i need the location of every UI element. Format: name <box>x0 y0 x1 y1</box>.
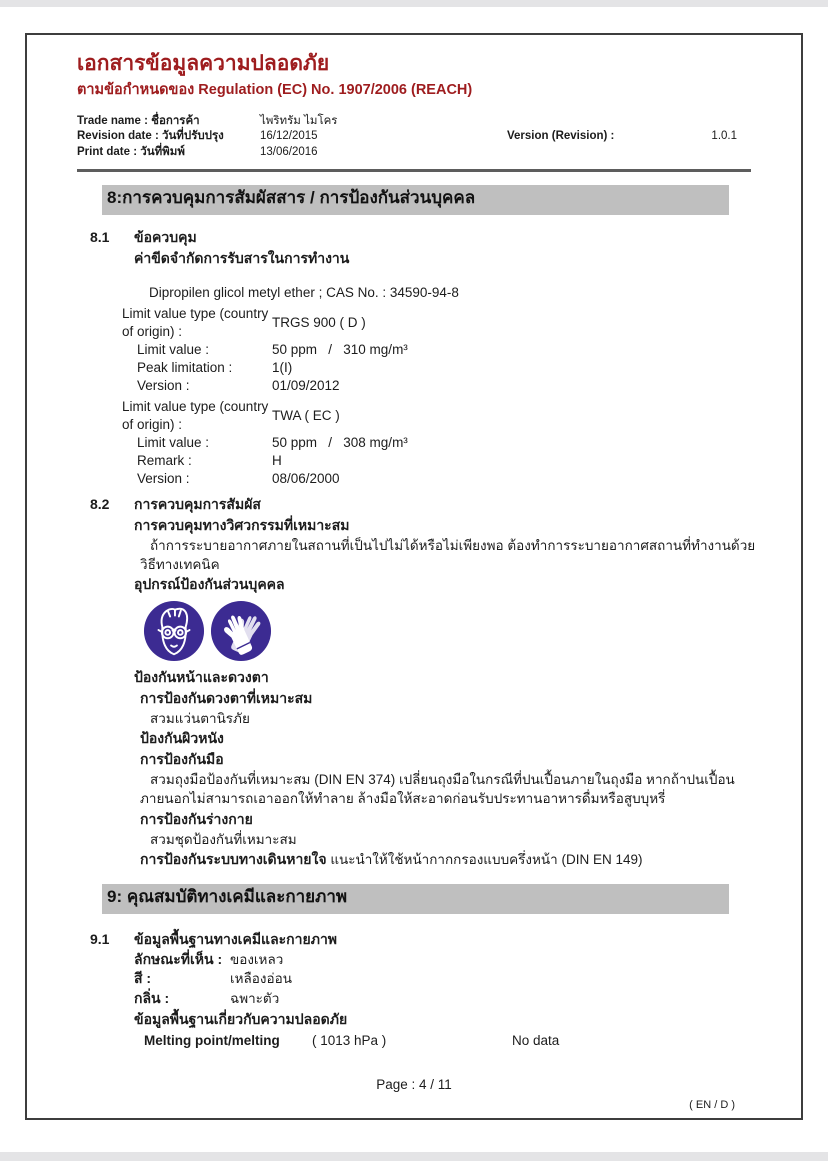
hand-protection-title: การป้องกันมือ <box>140 751 224 768</box>
header-divider <box>77 169 751 172</box>
meta-row-revision-date <box>77 129 751 145</box>
odor-value: ฉพาะตัว <box>230 991 280 1007</box>
body-protection-text: สวมชุดป้องกันที่เหมาะสม <box>150 831 297 847</box>
section-8-2-number: 8.2 <box>90 495 110 512</box>
limit-value-value: 50 ppm / 308 mg/m³ <box>272 434 408 450</box>
odor-label: กลิ่น : <box>134 990 170 1007</box>
section-8-1-title: ข้อควบคุม <box>134 228 197 245</box>
color-label: สี : <box>134 970 152 987</box>
substance-cas-line: Dipropilen glicol metyl ether ; CAS No. : 34590-94-8 <box>149 284 459 300</box>
version-row-value: 01/09/2012 <box>272 377 340 393</box>
engineering-controls-title: การควบคุมทางวิศวกรรมที่เหมาะสม <box>134 516 350 533</box>
document-subtitle <box>77 80 751 100</box>
remark-label: Remark : <box>137 452 192 468</box>
section-8-2-title: การควบคุมการสัมผัส <box>134 495 261 512</box>
meta-row-print-date <box>77 145 751 161</box>
limit-value-label: Limit value : <box>137 341 210 357</box>
melting-point-row <box>144 1031 751 1051</box>
limit-block-twa <box>122 398 751 488</box>
appearance-row <box>134 950 751 970</box>
respiratory-protection-text: แนะนำให้ใช้หน้ากากกรองแบบครึ่งหน้า (DIN EN 149) <box>326 851 643 867</box>
version-row-label: Version : <box>137 377 190 393</box>
trade-name-label: Trade name : ชื่อการค้า <box>77 114 200 127</box>
document-meta <box>77 114 751 161</box>
document-frame <box>25 33 803 1120</box>
subtitle-regulation: Regulation (EC) No. 1907/2006 (REACH) <box>198 82 473 99</box>
print-date-label: Print date : วันที่พิมพ์ <box>77 145 185 158</box>
appearance-value: ของเหลว <box>230 951 284 967</box>
peak-limitation-label: Peak limitation : <box>137 359 233 375</box>
melting-point-condition: ( 1013 hPa ) <box>312 1033 387 1049</box>
meta-row-trade-name <box>77 114 751 130</box>
revision-date-label: Revision date : วันที่ปรับปรุง <box>77 130 224 143</box>
respiratory-protection-title: การป้องกันระบบทางเดินหายใจ <box>140 850 327 867</box>
limit-row <box>122 434 751 452</box>
basic-safety-data-title: ข้อมูลพื้นฐานเกี่ยวกับความปลอดภัย <box>134 1011 348 1028</box>
page-bottom-strip <box>0 1152 828 1161</box>
limit-type-value: TWA ( EC ) <box>272 407 340 423</box>
section-9-1-heading <box>90 929 751 950</box>
page-top-strip <box>0 0 828 7</box>
subtitle-prefix: ตามข้อกำหนดของ <box>77 82 199 99</box>
engineering-controls-text: ถ้าการระบายอากาศภายในสถานที่เป็นไปไม่ได้หรือไม่เพียงพอ ต้องทำการระบายอากาศสถานที่ทำงานด้วยวิธีทางเทคนิค <box>140 537 756 572</box>
document-title: เอกสารข้อมูลความปลอดภัย <box>77 52 330 75</box>
language-code: ( EN / D ) <box>689 1099 735 1112</box>
limit-row <box>122 377 751 395</box>
color-row <box>134 969 751 989</box>
revision-date-value: 16/12/2015 <box>260 130 318 143</box>
limit-row <box>122 470 751 488</box>
eye-protection-subtitle: การป้องกันดวงตาที่เหมาะสม <box>140 690 313 707</box>
page-number: Page : 4 / 11 <box>376 1077 452 1093</box>
body-protection-title: การป้องกันร่างกาย <box>140 810 253 827</box>
section-8-1-number: 8.1 <box>90 228 110 245</box>
section-8-1-heading <box>90 227 751 248</box>
eye-protection-goggles-icon <box>143 600 205 662</box>
section-9-header: 9: คุณสมบัติทางเคมีและกายภาพ <box>102 884 729 914</box>
section-8-2-heading <box>90 494 751 515</box>
version-label: Version (Revision) : <box>507 130 615 143</box>
ppe-title: อุปกรณ์ป้องกันส่วนบุคคล <box>134 576 285 593</box>
version-value: 1.0.1 <box>711 130 737 143</box>
hand-protection-text: สวมถุงมือป้องกันที่เหมาะสม (DIN EN 374) เปลี่ยนถุงมือในกรณีที่ปนเปื้อนภายในถุงมือ หากถ้าปนเปื้อนภายนอกไม่สามารถเอาออกให้ทำลาย ล้างมือให้สะอาดก่อนรับประทานอาหารดื่มหรือสูบบุหรี่ <box>140 772 735 807</box>
version-row-value: 08/06/2000 <box>272 470 340 486</box>
peak-limitation-value: 1(I) <box>272 359 293 375</box>
section-9-1-title: ข้อมูลพื้นฐานทางเคมีและกายภาพ <box>134 930 338 947</box>
respiratory-protection-line <box>140 849 751 870</box>
hand-protection-gloves-icon <box>210 600 272 662</box>
limit-type-label: Limit value type (country of origin) : <box>122 398 269 432</box>
print-date-value: 13/06/2016 <box>260 145 318 158</box>
color-value: เหลืองอ่อน <box>230 971 292 987</box>
skin-protection-title: ป้องกันผิวหนัง <box>140 730 224 747</box>
limit-row <box>122 359 751 377</box>
limit-type-value: TRGS 900 ( D ) <box>272 314 366 330</box>
limit-row <box>122 341 751 359</box>
limit-value-label: Limit value : <box>137 434 210 450</box>
limit-block-trgs <box>122 305 751 395</box>
section-8-header: 8:การควบคุมการสัมผัสสาร / การป้องกันส่วนบุคคล <box>102 185 729 215</box>
melting-point-value: No data <box>512 1033 560 1049</box>
limit-type-label: Limit value type (country of origin) : <box>122 305 269 339</box>
version-row-label: Version : <box>137 470 190 486</box>
occupational-limit-subtitle: ค่าขีดจำกัดการรับสารในการทำงาน <box>134 249 350 266</box>
section-9-1-number: 9.1 <box>90 930 110 947</box>
limit-row <box>122 452 751 470</box>
ppe-icon-row <box>143 600 751 662</box>
face-eye-protection-title: ป้องกันหน้าและดวงตา <box>134 669 269 686</box>
limit-row <box>122 398 751 434</box>
appearance-label: ลักษณะที่เห็น : <box>134 950 223 967</box>
remark-value: H <box>272 452 282 468</box>
eye-protection-text: สวมแว่นตานิรภัย <box>150 711 250 727</box>
odor-row <box>134 989 751 1009</box>
melting-point-label: Melting point/melting <box>144 1033 280 1049</box>
limit-value-value: 50 ppm / 310 mg/m³ <box>272 341 408 357</box>
limit-row <box>122 305 751 341</box>
trade-name-value: ไพริทรัม ไมโคร <box>260 114 338 127</box>
